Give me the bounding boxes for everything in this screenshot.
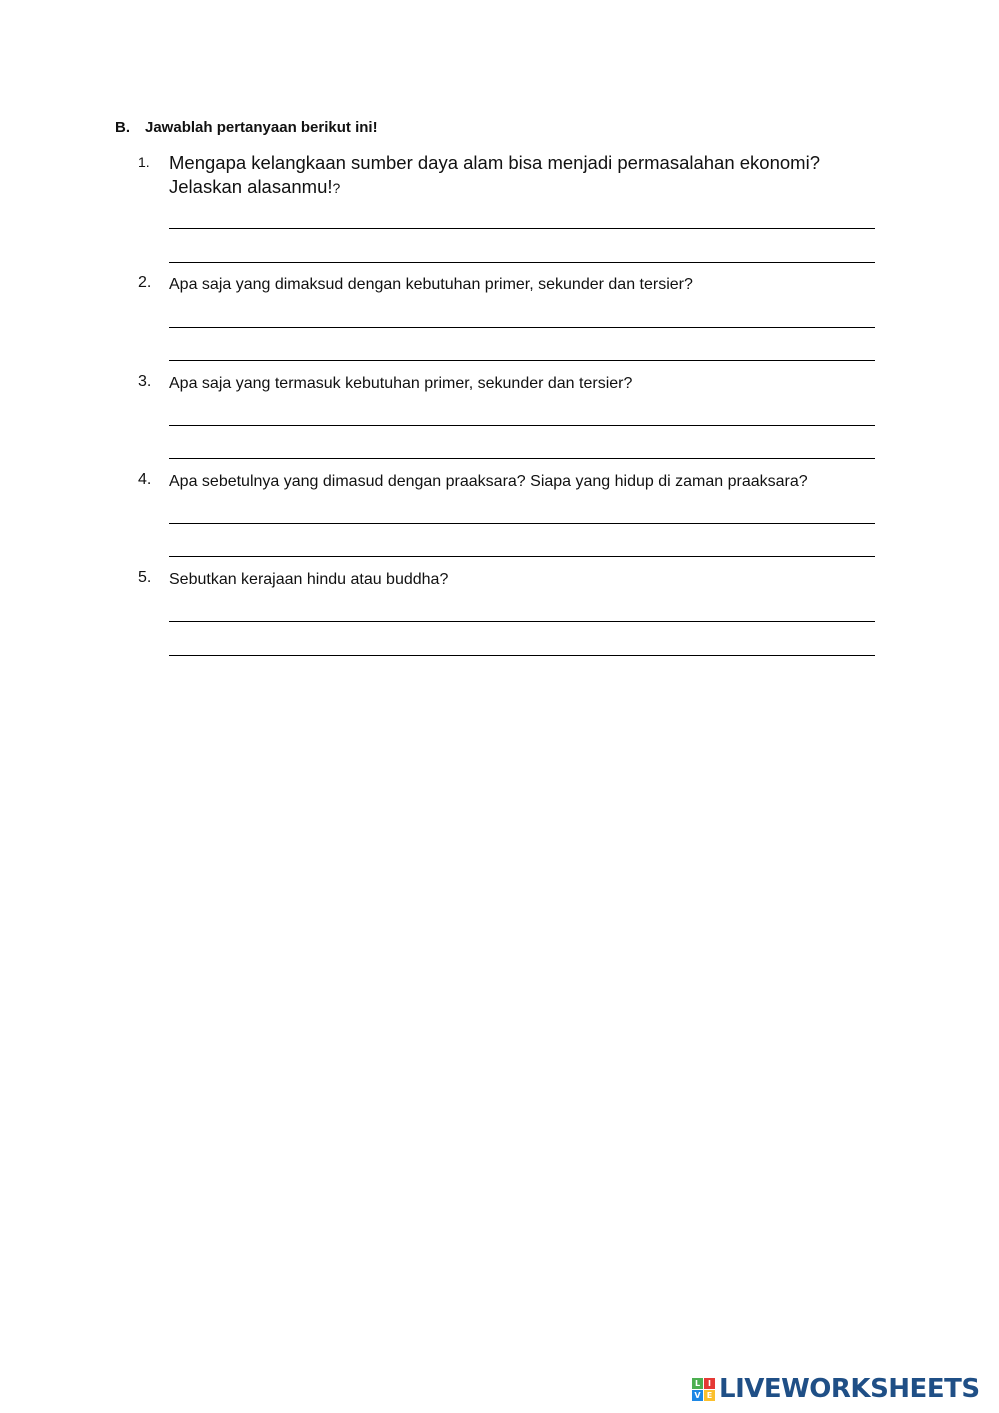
- answer-line[interactable]: [169, 262, 875, 263]
- question-4: [138, 471, 898, 493]
- question-number: 3.: [138, 373, 152, 390]
- answer-line[interactable]: [169, 556, 875, 557]
- question-text: Apa sebetulnya yang dimasud dengan praaksara? Siapa yang hidup di zaman praaksara?: [169, 473, 808, 490]
- answer-line[interactable]: [169, 228, 875, 229]
- question-text: Apa saja yang dimaksud dengan kebutuhan primer, sekunder dan tersier?: [169, 276, 693, 293]
- section-title: Jawablah pertanyaan berikut ini!: [145, 119, 378, 136]
- answer-line[interactable]: [169, 360, 875, 361]
- question-number: 4.: [138, 471, 152, 488]
- question-number: 1.: [138, 154, 150, 170]
- logo-text: LIVEWORKSHEETS: [719, 1374, 980, 1404]
- question-text: [169, 151, 898, 200]
- logo-square-e: E: [704, 1390, 715, 1401]
- question-1: [138, 151, 898, 200]
- question-number: 2.: [138, 274, 152, 291]
- answer-line[interactable]: [169, 327, 875, 328]
- answer-line[interactable]: [169, 621, 875, 622]
- answer-line[interactable]: [169, 458, 875, 459]
- question-2: [138, 274, 898, 296]
- logo-square-i: I: [704, 1378, 715, 1389]
- question-text: Sebutkan kerajaan hindu atau buddha?: [169, 571, 449, 588]
- question-text: Apa saja yang termasuk kebutuhan primer, sekunder dan tersier?: [169, 375, 633, 392]
- section-heading: [115, 119, 378, 136]
- question-text-suffix: ?: [332, 180, 341, 196]
- logo-square-l: L: [692, 1378, 703, 1389]
- question-number: 5.: [138, 569, 152, 586]
- question-3: [138, 373, 898, 395]
- question-5: [138, 569, 898, 591]
- answer-line[interactable]: [169, 523, 875, 524]
- answer-line[interactable]: [169, 655, 875, 656]
- section-letter: B.: [115, 119, 130, 136]
- answer-line[interactable]: [169, 425, 875, 426]
- question-text-main: Mengapa kelangkaan sumber daya alam bisa menjadi permasalahan ekonomi? Jelaskan alasanmu!: [169, 152, 820, 197]
- logo-square-v: V: [692, 1390, 703, 1401]
- liveworksheets-logo: [692, 1372, 980, 1406]
- logo-squares-icon: [692, 1378, 715, 1401]
